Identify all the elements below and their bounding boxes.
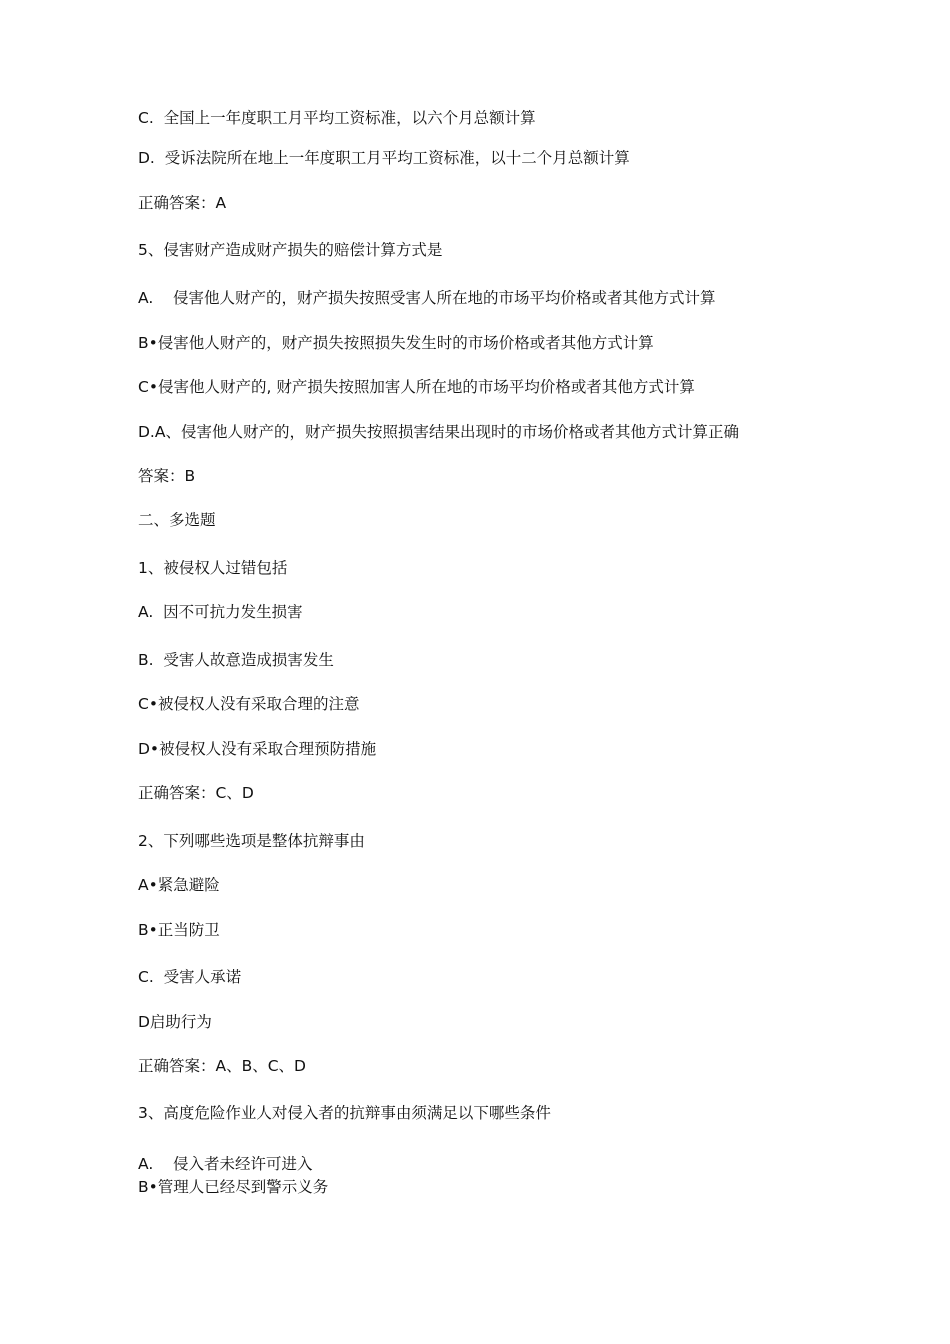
option-d-line: D. 受诉法院所在地上一年度职工月平均工资标准，以十二个月总额计算	[138, 149, 630, 167]
option-d-line: D.A、侵害他人财产的，财产损失按照损害结果出现时的市场价格或者其他方式计算正确	[138, 423, 739, 441]
answer-line: 正确答案：A、B、C、D	[138, 1057, 306, 1075]
option-c-line: C•侵害他人财产的, 财产损失按照加害人所在地的市场平均价格或者其他方式计算	[138, 378, 695, 396]
option-a-line: A. 因不可抗力发生损害	[138, 603, 303, 621]
option-d-line: D•被侵权人没有采取合理预防措施	[138, 740, 377, 758]
option-a-line: A•紧急避险	[138, 876, 220, 894]
question-heading: 1、被侵权人过错包括	[138, 559, 288, 577]
option-a-line: A. 侵害他人财产的，财产损失按照受害人所在地的市场平均价格或者其他方式计算	[138, 289, 716, 307]
option-a-line: A. 侵入者未经许可进入	[138, 1155, 313, 1173]
option-b-line: B•正当防卫	[138, 921, 220, 939]
option-c-line: C. 受害人承诺	[138, 968, 242, 986]
question-heading: 3、高度危险作业人对侵入者的抗辩事由须满足以下哪些条件	[138, 1104, 551, 1122]
option-b-line: B•侵害他人财产的，财产损失按照损失发生时的市场价格或者其他方式计算	[138, 334, 654, 352]
answer-line: 正确答案：C、D	[138, 784, 254, 802]
question-heading: 5、侵害财产造成财产损失的赔偿计算方式是	[138, 241, 443, 259]
section-heading: 二、多选题	[138, 511, 216, 529]
option-c-line: C. 全国上一年度职工月平均工资标准，以六个月总额计算	[138, 109, 536, 127]
question-heading: 2、下列哪些选项是整体抗辩事由	[138, 832, 365, 850]
answer-line: 答案：B	[138, 467, 196, 485]
option-b-line: B•管理人已经尽到警示义务	[138, 1178, 329, 1196]
option-c-line: C•被侵权人没有采取合理的注意	[138, 695, 360, 713]
option-b-line: B. 受害人故意造成损害发生	[138, 651, 334, 669]
answer-line: 正确答案：A	[138, 194, 227, 212]
option-d-line: D启助行为	[138, 1013, 212, 1031]
